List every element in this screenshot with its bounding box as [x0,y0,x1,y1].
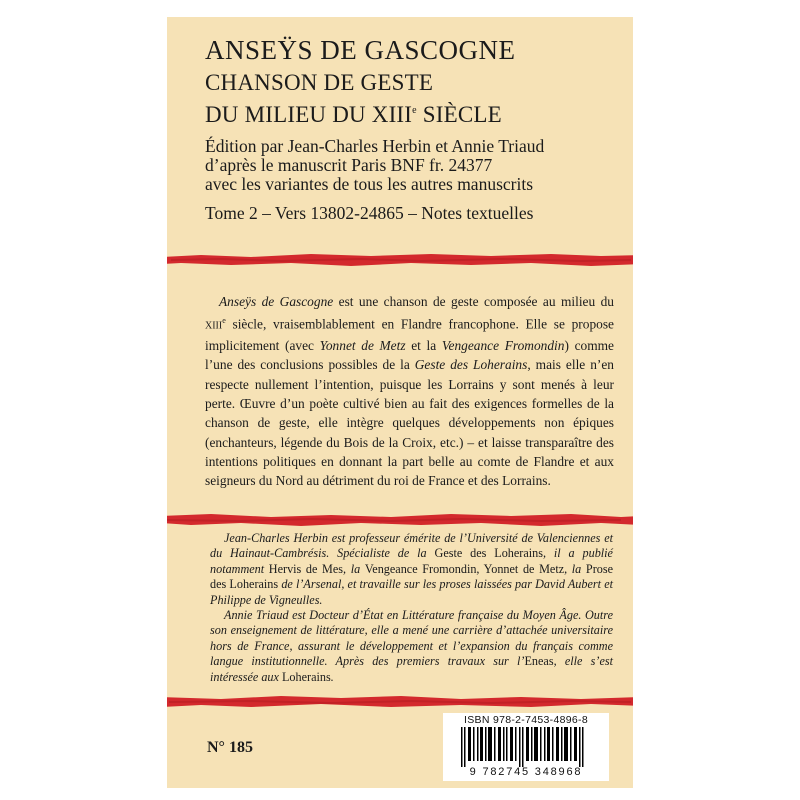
bio-work-ref: Prose des Loherains [210,561,614,592]
edition-line: Édition par Jean-Charles Herbin et Annie Triaud [205,136,545,156]
abstract-work-ref: Vengeance Fromondin [441,338,565,354]
author-biographies [210,531,613,685]
red-brush-rule-bottom [167,693,633,711]
bio-text: , la [343,561,365,576]
abstract-text: et la [405,338,442,354]
bio-text: , [476,561,484,576]
bio-text: Annie Triaud est Docteur d’État en Littérature française du Moyen Âge. Outre son enseignement de littérature, elle a mené une carrière d’attachée universitaire hors de France, assurant le développement et l’expansion du français comme langue institutionnelle. Après des premiers travaux sur l’ [210,608,613,669]
bio-herbin [210,531,613,608]
bio-work-ref: Yonnet de Metz [483,561,565,576]
isbn-barcode [443,713,609,781]
bio-text: , la [564,561,586,576]
book-subtitle [205,69,615,129]
abstract-text: siècle, vraisemblablement en Flandre francophone. Elle se propose implicitement (avec [205,316,614,354]
abstract-work-ref: Yonnet de Metz [319,338,406,354]
red-brush-rule-middle [167,511,633,529]
bio-work-ref: Hervis de Mes [268,561,344,576]
red-brush-rule-top [167,251,633,269]
barcode-bars [453,727,599,767]
ean-digits: 9 782745 348968 [469,766,583,778]
bio-work-ref: Loherains [281,669,331,684]
abstract-century-ordinal: e [222,316,226,326]
bio-text: , il a publié notamment [210,546,613,576]
bio-text: Jean-Charles Herbin est professeur émérite de l’Université de Valenciennes et du Hainaut-Cambrésis. Spécialiste de la [210,531,613,561]
bio-work-ref: Vengeance Fromondin [364,561,477,576]
subtitle-century: DU MILIEU DU XIII [205,102,413,127]
subtitle-line-1: CHANSON DE GESTE [205,70,434,95]
book-title: ANSEŸS DE GASCOGNE [205,35,516,65]
book-abstract [205,292,614,490]
bio-triaud [210,608,613,685]
abstract-text: est une chanson de geste composée au milieu du [333,294,614,309]
isbn-label: ISBN 978-2-7453-4896-8 [464,714,588,726]
abstract-title-ref: Anseÿs de Gascogne [219,294,334,309]
tome-info: Tome 2 – Vers 13802-24865 – Notes textuelles [205,203,534,223]
edition-line: d’après le manuscrit Paris BNF fr. 24377 [205,155,493,175]
abstract-work-ref: Geste des Loherains [414,357,528,373]
bio-text: de l’Arsenal, et travaille sur les proses laissées par David Aubert et Philippe de Vigneulles. [210,577,613,607]
series-number: N° 185 [207,739,253,756]
abstract-text: ) comme l’une des conclusions possibles de la [205,338,614,373]
subtitle-siecle: SIÈCLE [416,102,502,127]
subtitle-century-ordinal: e [412,105,417,116]
edition-statement [205,137,625,194]
bio-text: . [330,669,334,684]
edition-line: avec les variantes de tous les autres manuscrits [205,174,534,194]
bio-work-ref: Geste des Loherains [434,546,543,561]
bio-text: , elle s’est intéressée aux [210,654,613,684]
abstract-text: , mais elle n’en respecte nullement l’intention, puisque les Lorrains y sont menés à leur perte. Œuvre d’un poète cultivé bien au fait des exigences formelles de la chanson de geste, elle intègre quelques développements non épiques (enchanteurs, légende du Bois de la Croix, etc.) – et laisse transparaître des intentions politiques en donnant la part belle au comte de Flandre et aux seigneurs du Nord au détriment du roi de France et des Lorrains. [205,357,614,489]
abstract-paragraph [205,292,614,490]
abstract-century: XIII [205,320,223,332]
bio-work-ref: Eneas [524,654,554,669]
book-back-cover [167,17,633,788]
subtitle-line-2 [205,97,615,129]
